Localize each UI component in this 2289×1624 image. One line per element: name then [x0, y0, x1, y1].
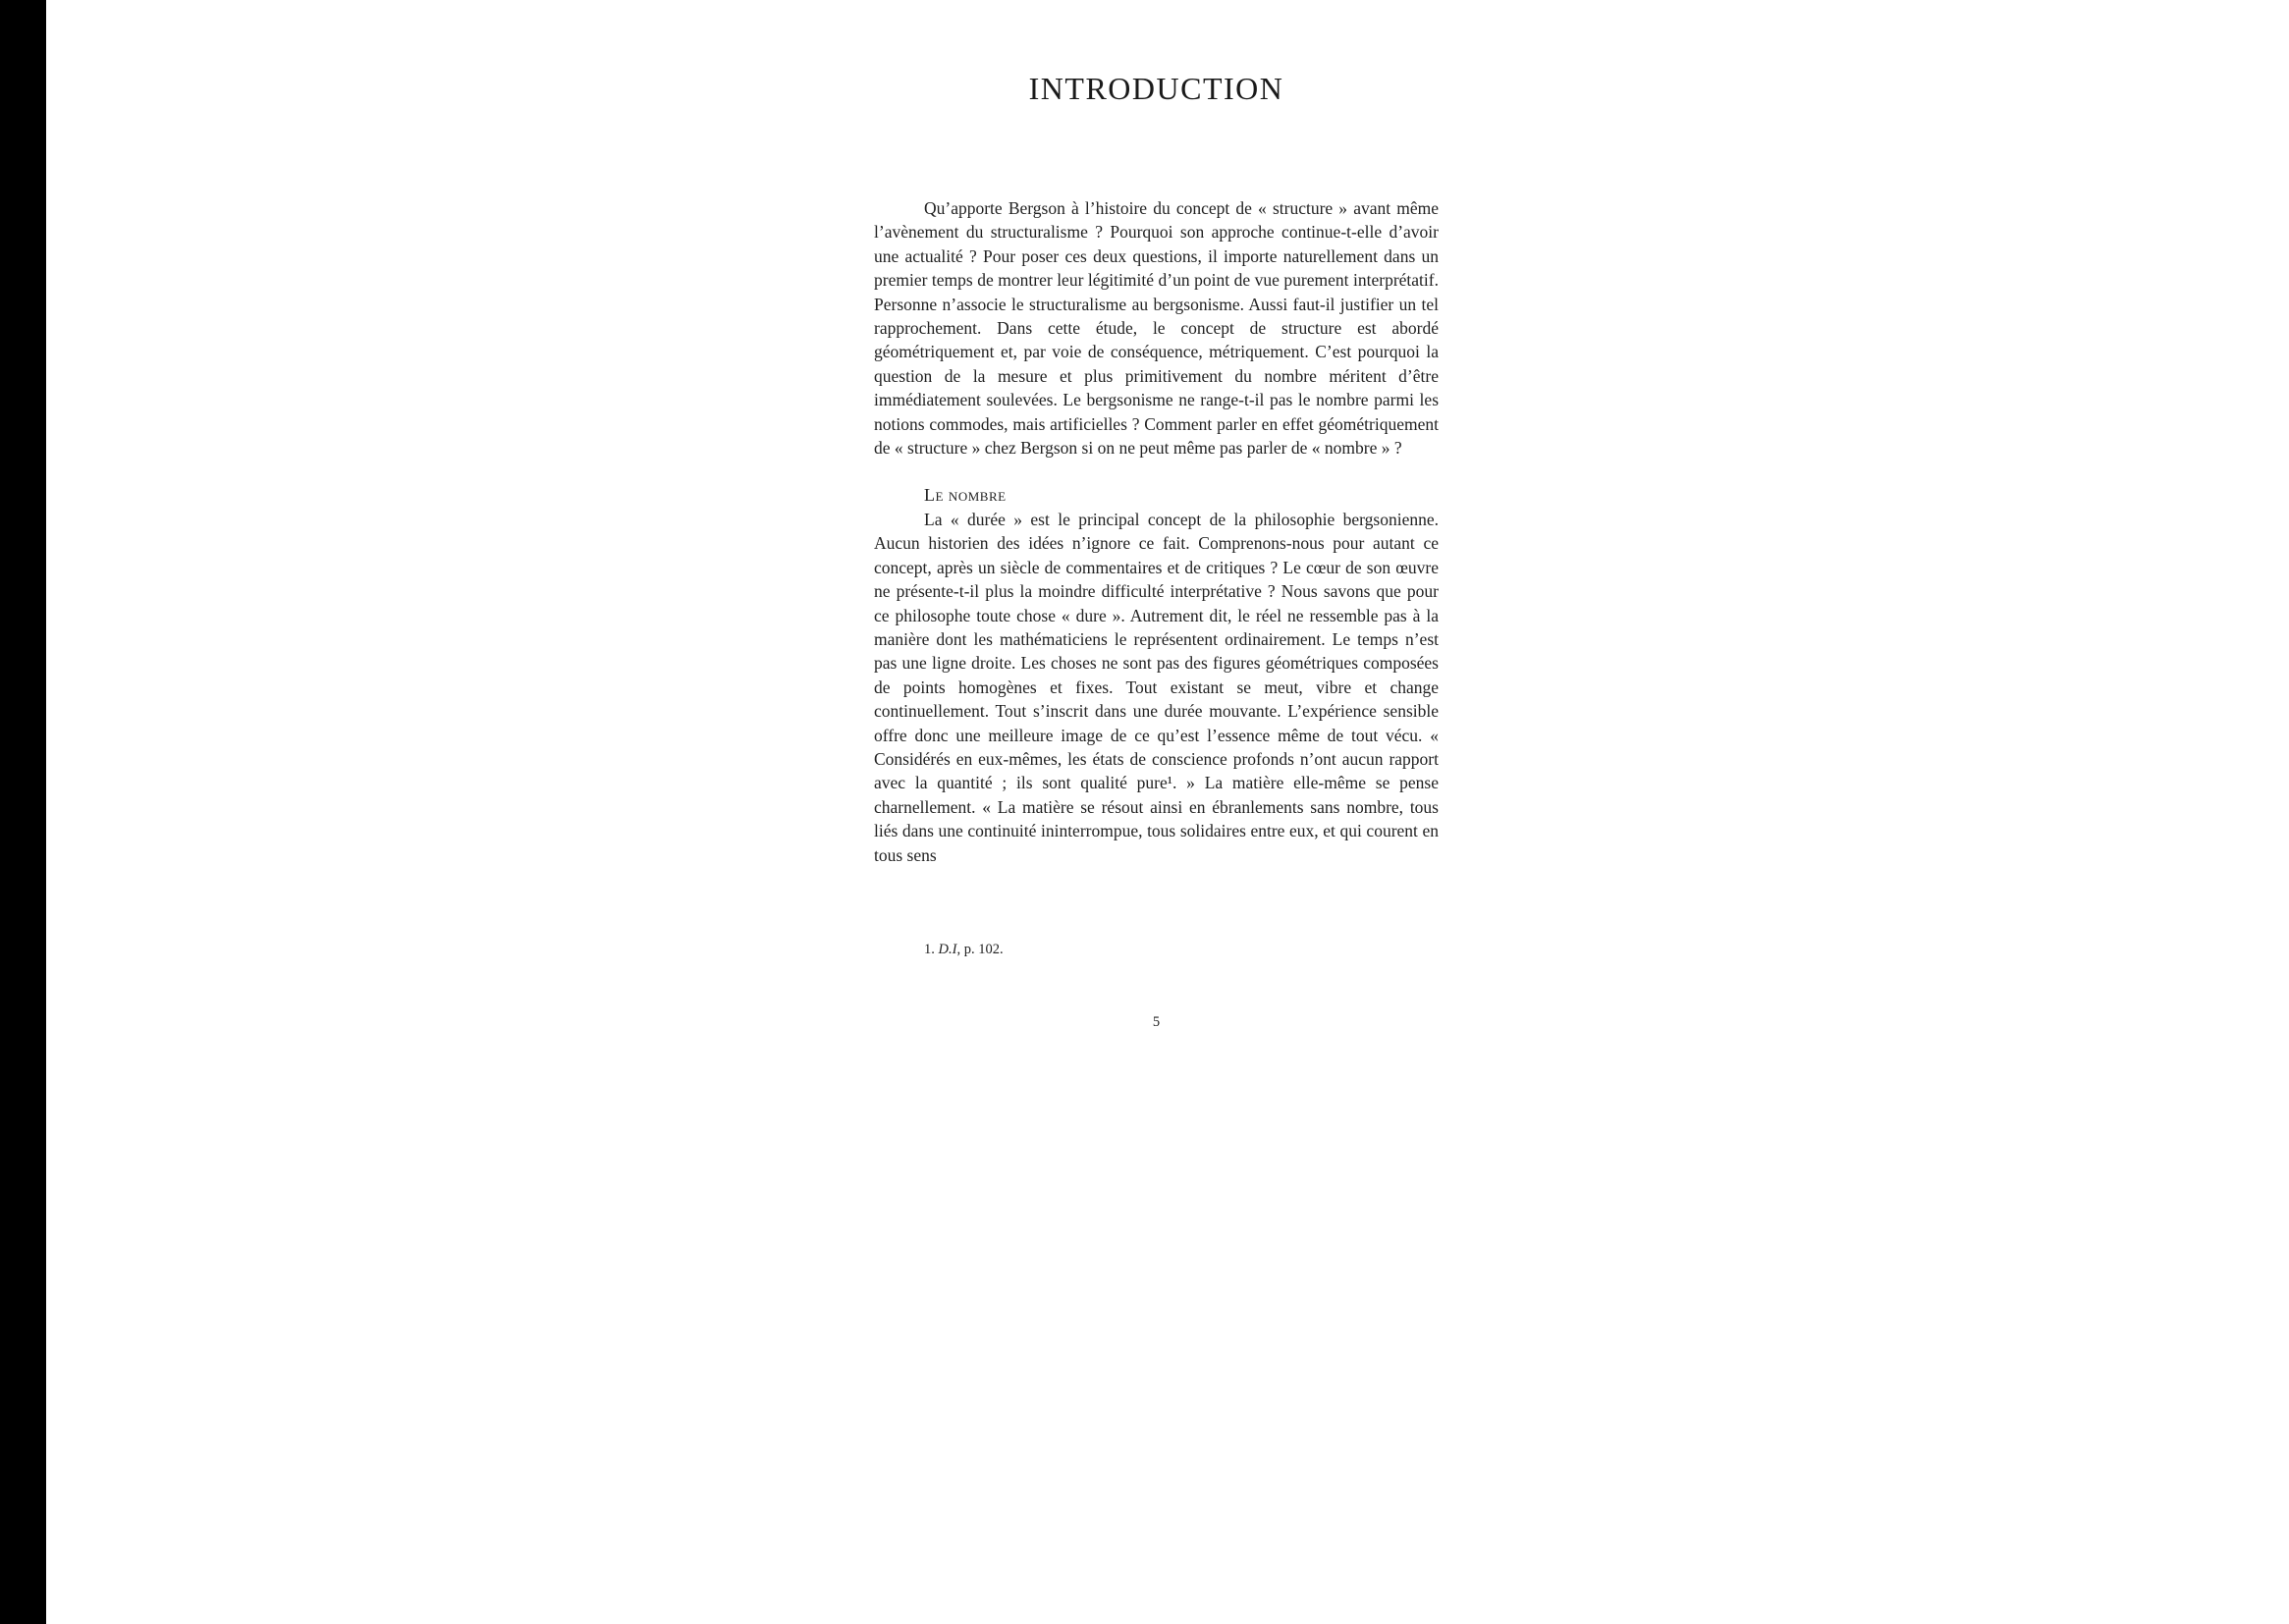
text-block [874, 196, 1439, 867]
footnote-work-title: D.I [938, 942, 957, 957]
page-edge-bar [0, 0, 46, 1624]
footnote-marker: 1. [924, 942, 935, 957]
section-heading: Le nombre [924, 485, 1007, 506]
footnote [924, 941, 1439, 959]
page-title: INTRODUCTION [1028, 71, 1284, 106]
paragraph-2: La « durée » est le principal concept de la philosophie bergsonienne. Aucun historien des idées n’ignore ce fait. Comprenons-nous pour autant ce concept, après un siècle de commentaires et de critiques ? Le cœur de son œuvre ne présente-t-il plus la moindre difficulté interprétative ? Nous savons que pour ce philosophe toute chose « dure ». Autrement dit, le réel ne ressemble pas à la manière dont les mathématiciens le représentent ordinairement. Le temps n’est pas une ligne droite. Les choses ne sont pas des figures géométriques composées de points homogènes et fixes. Tout existant se meut, vibre et change continuellement. Tout s’inscrit dans une durée mouvante. L’expérience sensible offre donc une meilleure image de ce qu’est l’essence même de tout vécu. « Considérés en eux-mêmes, les états de conscience profonds n’ont aucun rapport avec la quantité ; ils sont qualité pure¹. » La matière elle-même se pense charnellement. « La matière se résout ainsi en ébranlements sans nombre, tous liés dans une continuité ininterrompue, tous solidaires entre eux, et qui courent en tous sens [874, 509, 1439, 865]
paragraph-1: Qu’apporte Bergson à l’histoire du concept de « structure » avant même l’avènement du structuralisme ? Pourquoi son approche continue-t-elle d’avoir une actualité ? Pour poser ces deux questions, il importe naturellement dans un premier temps de montrer leur légitimité d’un point de vue purement interprétatif. Personne n’associe le structuralisme au bergsonisme. Aussi faut-il justifier un tel rapprochement. Dans cette étude, le concept de structure est abordé géométriquement et, par voie de conséquence, métriquement. C’est pourquoi la question de la mesure et plus primitivement du nombre méritent d’être immédiatement soulevées. Le bergsonisme ne range-t-il pas le nombre parmi les notions commodes, mais artificielles ? Comment parler en effet géométriquement de « structure » chez Bergson si on ne peut même pas parler de « nombre » ? [874, 198, 1439, 459]
page-number: 5 [1152, 1014, 1161, 1030]
footnote-reference: , p. 102. [956, 942, 1004, 957]
